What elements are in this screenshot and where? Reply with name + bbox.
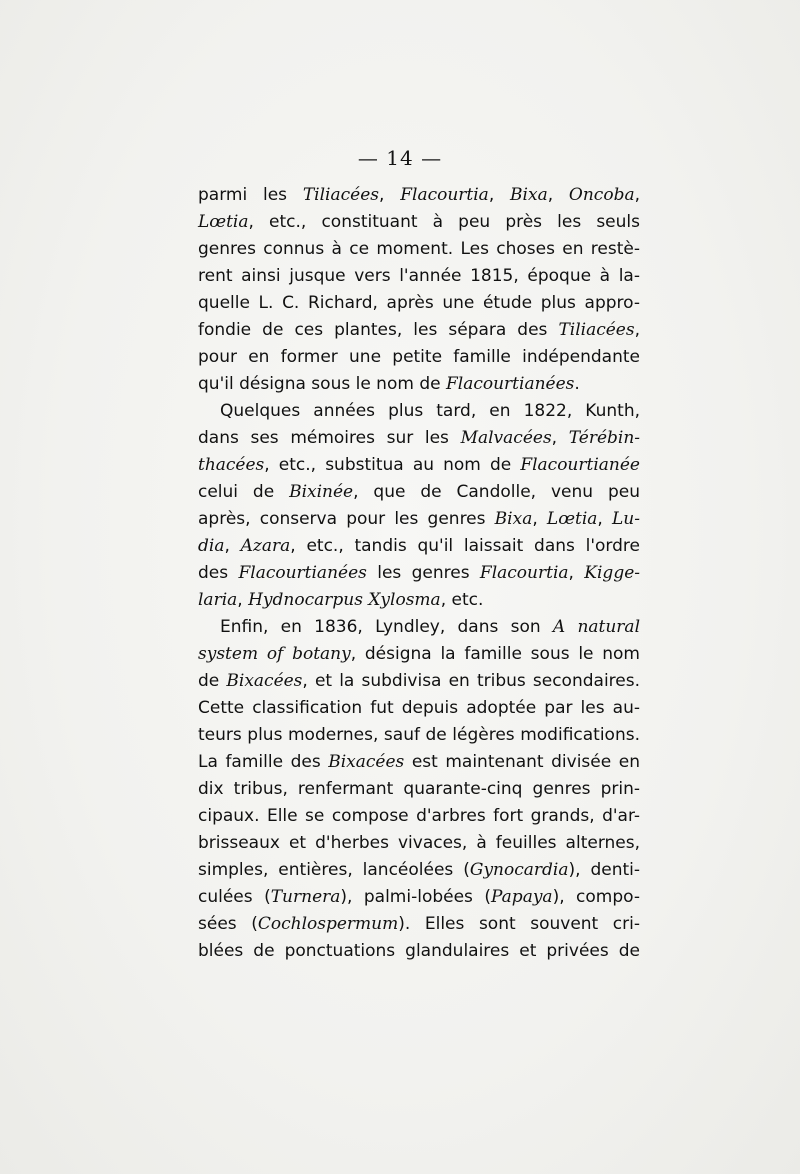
italic-term: Lu- [612,509,640,529]
text-line [198,911,640,938]
text-segment: Quelques années plus tard, en 1822, Kunth, [220,401,640,421]
italic-term: Kigge- [584,563,641,583]
text-segment: , [634,185,640,205]
italic-term: Lœtia [546,509,598,529]
text-line [198,776,640,803]
italic-term: Cochlospermum [257,914,399,934]
text-line [198,344,640,371]
text-segment: , désigna la famille sous le nom [350,644,640,664]
text-line [198,614,640,641]
italic-term: Tiliacées [302,185,379,205]
text-line [198,506,640,533]
text-line [198,317,640,344]
text-segment: , [379,185,401,205]
text-segment: sées ( [198,914,258,934]
italic-term: Flacourtia [400,185,489,205]
text-segment: , [488,185,511,205]
text-segment: , [532,509,547,529]
text-segment: genres connus à ce moment. Les choses en restè- [198,239,640,259]
text-line [198,587,640,614]
text-line [198,533,640,560]
text-segment: culées ( [198,887,271,907]
italic-term: Bixacées [328,752,405,772]
text-segment: , [237,590,249,610]
text-line [198,749,640,776]
text-segment: , [634,320,640,340]
italic-term: thacées [198,455,265,475]
italic-term: Flacourtianées [238,563,367,583]
italic-term: Azara [240,536,291,556]
italic-term: system of botany [198,644,351,664]
page-number: — 14 — [357,146,443,170]
text-segment: , etc., tandis qu'il laissait dans l'ordre [290,536,640,556]
text-line [198,182,640,209]
text-line [198,830,640,857]
text-line [198,668,640,695]
text-segment: rent ainsi jusque vers l'année 1815, époque à la- [198,266,640,286]
text-line [198,938,640,965]
italic-term: Bixa [494,509,533,529]
text-segment: ). Elles sont souvent cri- [398,914,640,934]
text-line [198,425,640,452]
text-segment: parmi les [198,185,303,205]
italic-term: Bixa [510,185,548,205]
text-segment: , [547,185,569,205]
text-line [198,695,640,722]
text-line [198,209,640,236]
text-segment: teurs plus modernes, sauf de légères modifications. [198,725,640,745]
italic-term: Lœtia [198,212,249,232]
text-line [198,452,640,479]
text-line [198,398,640,425]
text-segment: des [198,563,239,583]
text-segment: quelle L. C. Richard, après une étude plus appro- [198,293,640,313]
text-line [198,884,640,911]
text-segment: blées de ponctuations glandulaires et privées de [198,941,640,961]
text-line [198,722,640,749]
text-segment: Cette classification fut depuis adoptée par les au- [198,698,640,718]
italic-term: dia [198,536,225,556]
text-segment: brisseaux et d'herbes vivaces, à feuilles alternes, [198,833,640,853]
text-segment: fondie de ces plantes, les sépara des [198,320,559,340]
text-segment: les genres [366,563,480,583]
italic-term: Gynocardia [469,860,569,880]
text-segment: dix tribus, renfermant quarante-cinq genres prin- [198,779,640,799]
text-segment: , etc., substitua au nom de [264,455,521,475]
text-segment: après, conserva pour les genres [198,509,495,529]
text-segment: dans ses mémoires sur les [198,428,461,448]
text-segment: , et la subdivisa en tribus secondaires. [302,671,640,691]
italic-term: Flacourtianée [520,455,640,475]
text-segment: , [551,428,569,448]
text-segment: ), compo- [552,887,641,907]
text-line [198,479,640,506]
italic-term: Malvacées [460,428,552,448]
italic-term: Flacourtianées [445,374,575,394]
text-segment: ), denti- [568,860,640,880]
text-line [198,290,640,317]
italic-term: Hydnocarpus Xylosma [248,590,441,610]
italic-term: Oncoba [568,185,635,205]
text-line [198,857,640,884]
text-segment: simples, entières, lancéolées ( [198,860,470,880]
text-line [198,371,640,398]
body-text [198,182,640,965]
text-segment: La famille des [198,752,329,772]
text-segment: cipaux. Elle se compose d'arbres fort grands, d'ar- [198,806,640,826]
text-segment: , etc., constituant à peu près les seuls [248,212,640,232]
text-segment: , [568,563,585,583]
italic-term: Papaya [491,887,553,907]
text-segment: pour en former une petite famille indépendante [198,347,640,367]
italic-term: Térébin- [568,428,641,448]
text-segment: Enfin, en 1836, Lyndley, dans son [220,617,553,637]
text-segment: . [574,374,580,394]
text-line [198,803,640,830]
text-line [198,263,640,290]
italic-term: A natural [552,617,641,637]
italic-term: Bixinée [289,482,354,502]
italic-term: Turnera [270,887,341,907]
text-line [198,560,640,587]
text-segment: , [224,536,241,556]
italic-term: Tiliacées [558,320,635,340]
text-segment: de [198,671,227,691]
text-segment: , que de Candolle, venu peu [353,482,640,502]
text-line [198,641,640,668]
italic-term: Flacourtia [479,563,569,583]
text-segment: , [597,509,612,529]
text-line [198,236,640,263]
italic-term: Bixacées [226,671,303,691]
text-segment: ), palmi-lobées ( [340,887,491,907]
text-segment: , etc. [440,590,484,610]
text-segment: est maintenant divisée en [404,752,640,772]
text-segment: celui de [198,482,290,502]
italic-term: laria [198,590,238,610]
text-segment: qu'il désigna sous le nom de [198,374,446,394]
